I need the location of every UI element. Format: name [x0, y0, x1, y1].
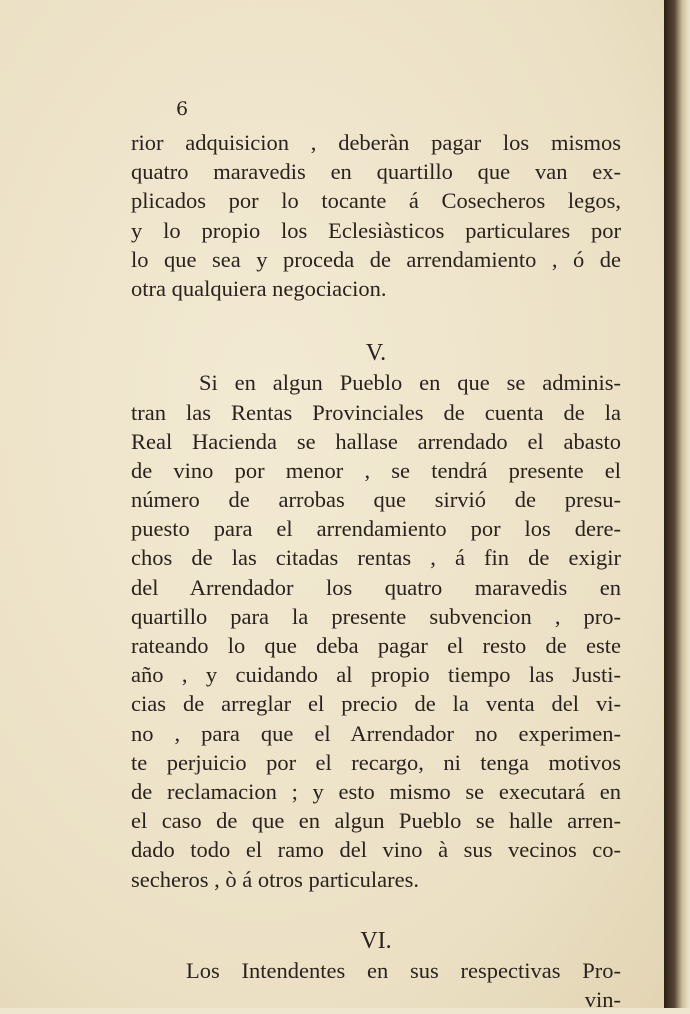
text-line: Si en algun Pueblo en que se adminis-: [199, 370, 621, 396]
text-line: quartillo para la presente subvencion , pro-: [131, 603, 621, 629]
text-line: de vino por menor , se tendrá presente el: [131, 457, 621, 483]
page-number: 6: [176, 98, 189, 120]
catchword: vin-: [584, 987, 621, 1013]
text-line: del Arrendador los quatro maravedis en: [131, 574, 621, 600]
text-line: otra qualquiera negociacion.: [131, 275, 387, 301]
text-line: Los Intendentes en sus respectivas Pro-: [186, 957, 621, 983]
text-line: tran las Rentas Provinciales de cuenta de la: [131, 399, 621, 425]
text-line: Real Hacienda se hallase arrendado el abasto: [131, 428, 621, 454]
text-line: puesto para el arrendamiento por los dere-: [131, 516, 621, 542]
text-line: lo que sea y proceda de arrendamiento , ó de: [131, 246, 621, 272]
text-line: secheros , ò á otros particulares.: [131, 866, 420, 892]
section-heading-vi: VI.: [360, 927, 392, 954]
text-line: número de arrobas que sirvió de presu-: [131, 487, 621, 513]
text-line: te perjuicio por el recargo, ni tenga motivos: [131, 749, 621, 775]
text-line: año , y cuidando al propio tiempo las Justi-: [131, 662, 621, 688]
page-gutter-shadow: [664, 0, 690, 1008]
text-line: quatro maravedis en quartillo que van ex-: [131, 159, 621, 185]
text-line: plicados por lo tocante á Cosecheros legos,: [131, 188, 621, 214]
page-text: [131, 128, 621, 1014]
text-line: chos de las citadas rentas , á fin de exigir: [131, 545, 621, 571]
text-line: rior adquisicion , deberàn pagar los mismos: [131, 130, 621, 155]
text-line: dado todo el ramo del vino à sus vecinos co-: [131, 837, 621, 863]
text-line: cias de arreglar el precio de la venta del vi-: [131, 691, 621, 717]
text-line: el caso de que en algun Pueblo se halle arren-: [131, 808, 621, 834]
text-line: rateando lo que deba pagar el resto de este: [131, 633, 621, 658]
section-heading-v: V.: [365, 340, 387, 367]
text-line: de reclamacion ; y esto mismo se executará en: [131, 778, 621, 804]
text-line: y lo propio los Eclesiàsticos particulares por: [131, 217, 621, 243]
text-line: no , para que el Arrendador no experimen-: [131, 720, 621, 746]
